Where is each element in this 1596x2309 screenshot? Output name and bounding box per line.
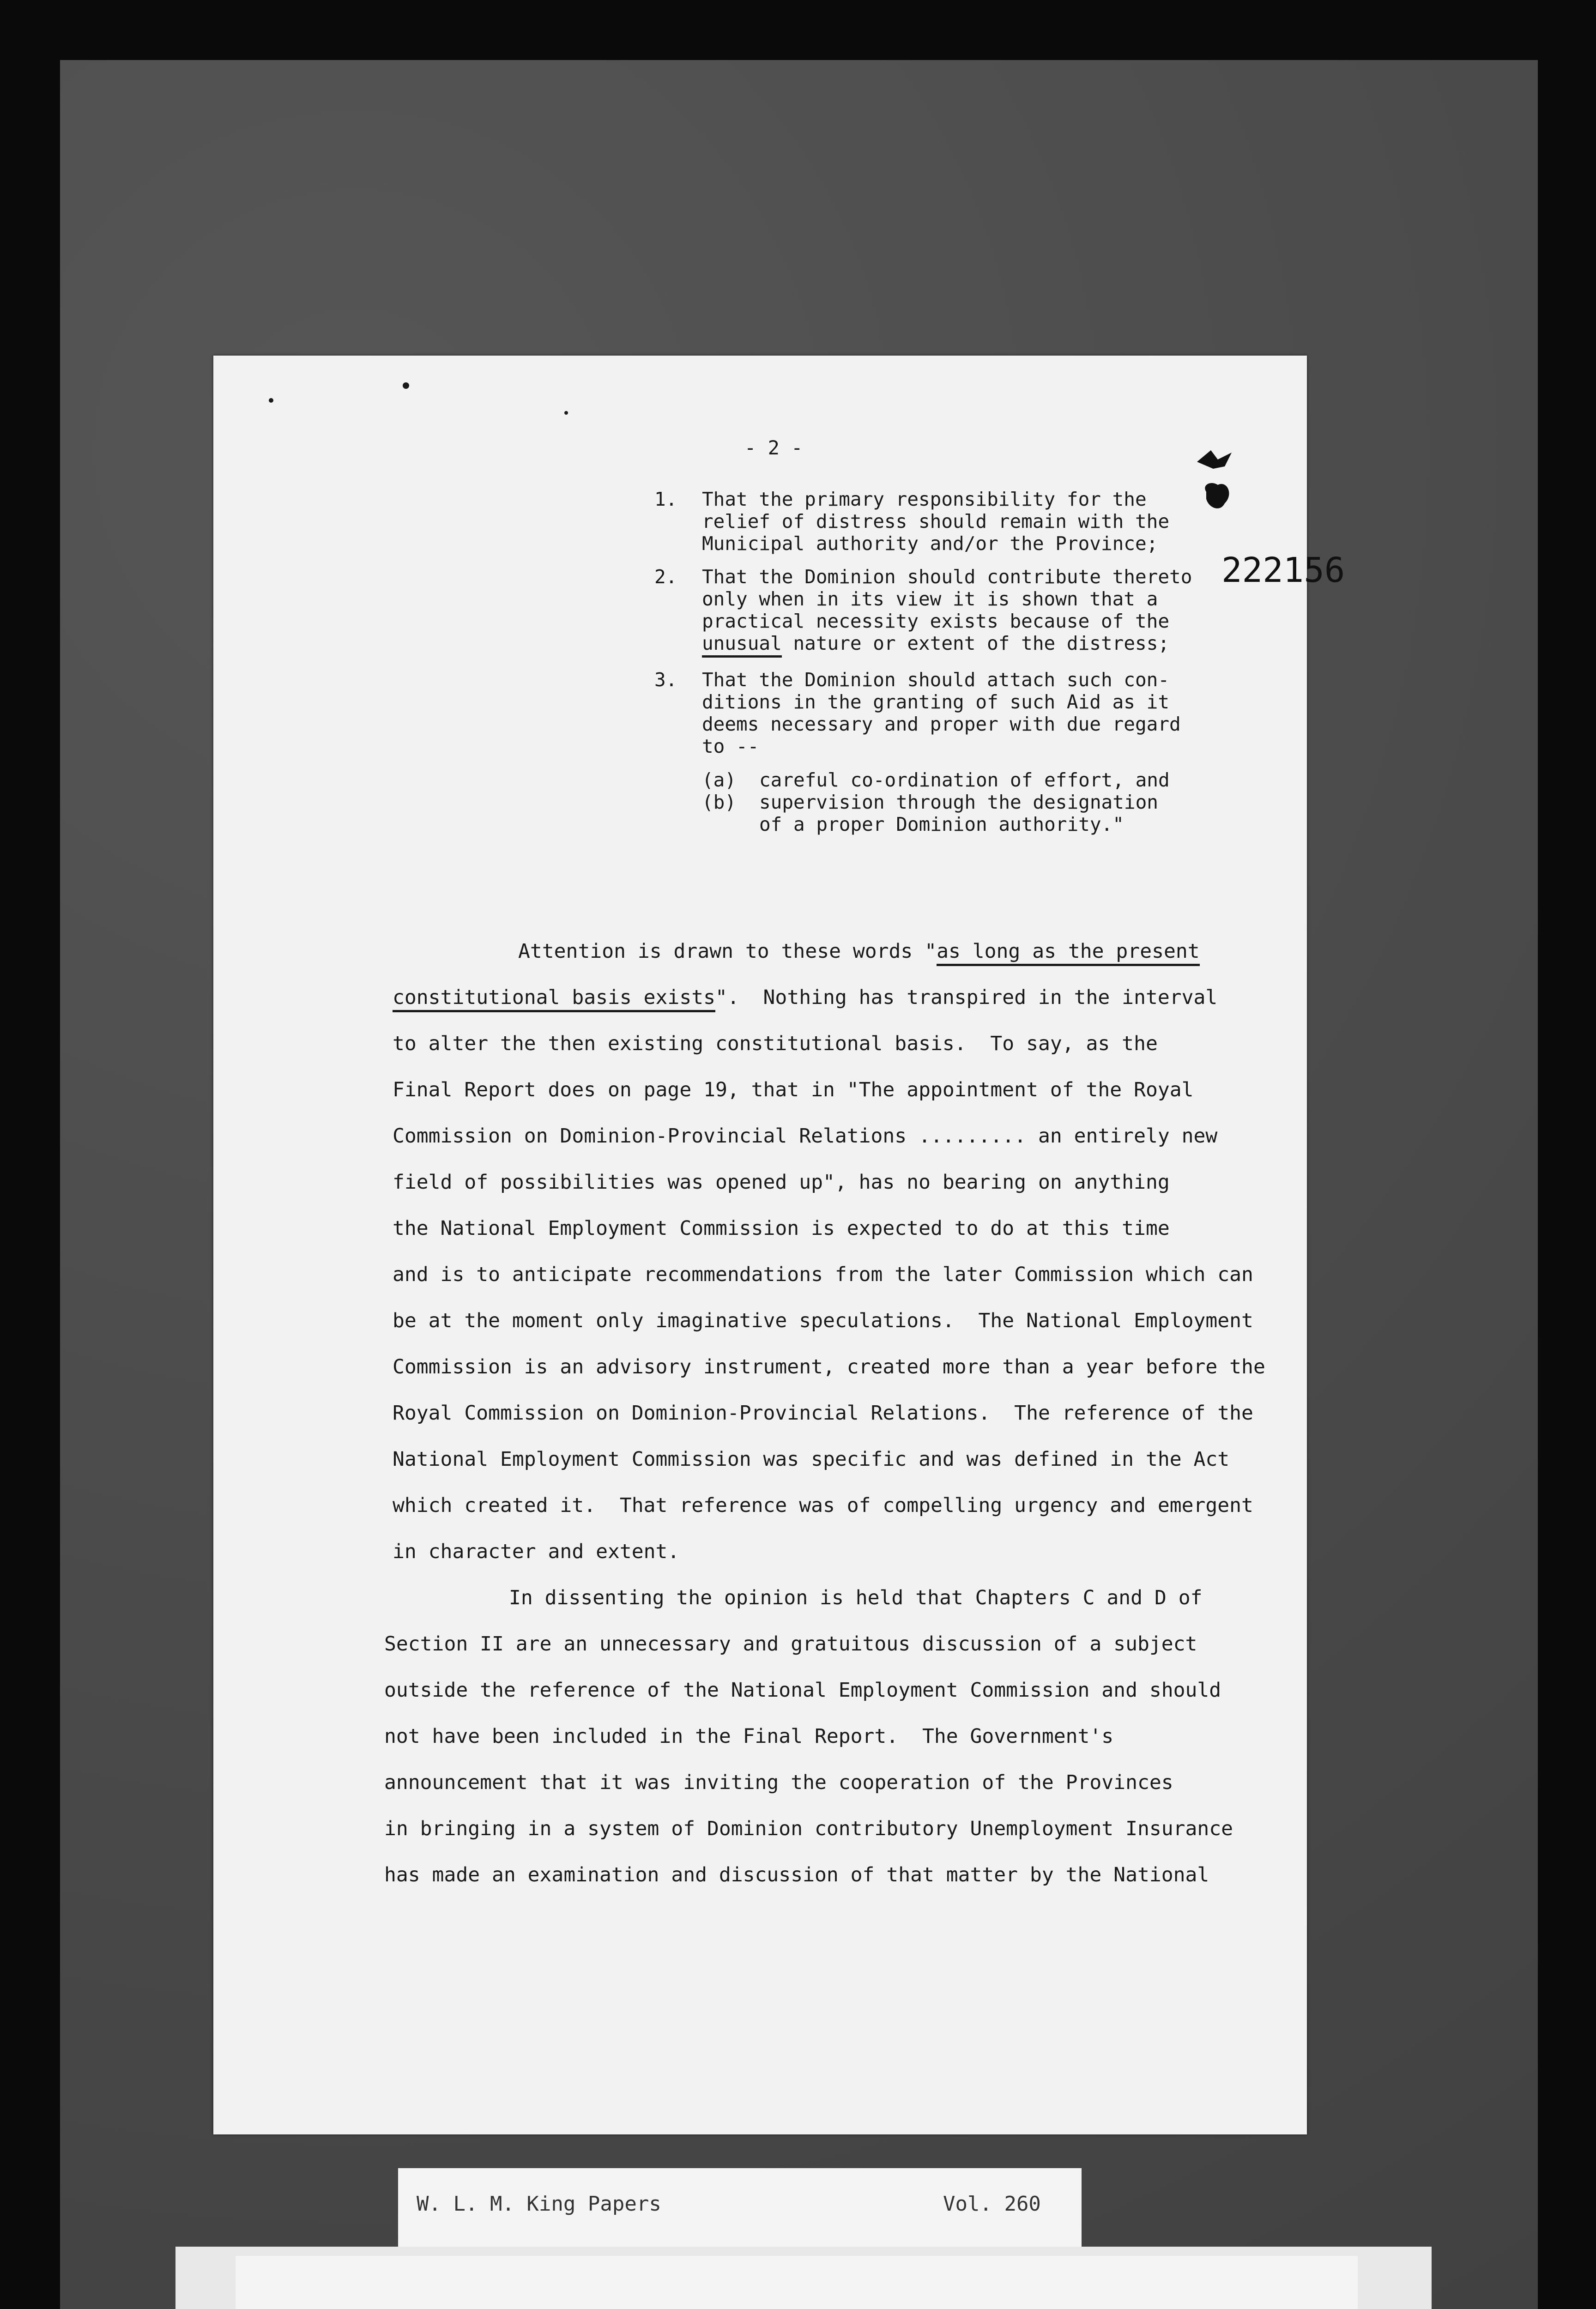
ink-stamp-mark: [1192, 448, 1239, 522]
list-line: to --: [702, 735, 759, 757]
volume-number: Vol. 260: [943, 2192, 1041, 2216]
sub-line: supervision through the designation: [759, 791, 1158, 813]
page-number: - 2 -: [744, 436, 803, 459]
list-line: deems necessary and proper with due regard: [702, 713, 1181, 735]
list-line-rest: nature or extent of the distress;: [781, 632, 1170, 654]
list-number: 3.: [654, 669, 677, 691]
underlined-word: unusual: [702, 632, 782, 658]
paragraph-line: field of possibilities was opened up", has no bearing on anything: [393, 1171, 1170, 1194]
paragraph-line: [393, 986, 1217, 1009]
paragraph-line: Commission is an advisory instrument, created more than a year before the: [393, 1355, 1265, 1378]
list-line: relief of distress should remain with the: [702, 510, 1170, 532]
sub-line: of a proper Dominion authority.": [759, 813, 1124, 835]
underlined-phrase: constitutional basis exists: [393, 986, 715, 1012]
collection-label-strip: [398, 2168, 1082, 2247]
speck: [269, 398, 273, 403]
document-number-stamp: 222156: [1221, 550, 1345, 590]
list-number: 2.: [654, 566, 677, 588]
paragraph-line: be at the moment only imaginative speculations. The National Employment: [393, 1309, 1253, 1332]
list-line: practical necessity exists because of the: [702, 610, 1170, 632]
paragraph-line: Commission on Dominion-Provincial Relations ......... an entirely new: [393, 1124, 1218, 1148]
list-line: That the Dominion should contribute thereto: [702, 566, 1192, 588]
list-line: [702, 632, 1169, 654]
paragraph-line: [518, 940, 1200, 963]
list-line: That the Dominion should attach such con-: [702, 669, 1170, 691]
document-page: [213, 356, 1307, 2134]
paragraph-line: announcement that it was inviting the cooperation of the Provinces: [384, 1771, 1173, 1794]
underlined-phrase: as long as the present: [937, 940, 1200, 966]
paragraph-line: to alter the then existing constitutional basis. To say, as the: [393, 1032, 1158, 1055]
list-line: Municipal authority and/or the Province;: [702, 532, 1158, 555]
sub-line: careful co-ordination of effort, and: [759, 769, 1170, 791]
text-run: Attention is drawn to these words ": [518, 940, 937, 963]
list-line: ditions in the granting of such Aid as it: [702, 691, 1170, 713]
paragraph-line: outside the reference of the National Employment Commission and should: [384, 1679, 1221, 1702]
sub-letter: (b): [702, 791, 737, 813]
list-line: only when in its view it is shown that a: [702, 588, 1158, 610]
text-run: ". Nothing has transpired in the interval: [715, 986, 1218, 1009]
paragraph-line: Royal Commission on Dominion-Provincial Relations. The reference of the: [393, 1402, 1253, 1425]
paragraph-line: which created it. That reference was of compelling urgency and emergent: [393, 1494, 1253, 1517]
list-line: That the primary responsibility for the: [702, 488, 1147, 510]
sub-letter: (a): [702, 769, 737, 791]
paragraph-line: and is to anticipate recommendations from the later Commission which can: [393, 1263, 1253, 1286]
collection-name: W. L. M. King Papers: [417, 2192, 661, 2216]
paragraph-line: has made an examination and discussion of that matter by the National: [384, 1863, 1209, 1886]
list-number: 1.: [654, 488, 677, 510]
paragraph-line: Final Report does on page 19, that in "The appointment of the Royal: [393, 1078, 1194, 1101]
paragraph-line: National Employment Commission was specific and was defined in the Act: [393, 1448, 1230, 1471]
paragraph-line: in bringing in a system of Dominion contributory Unemployment Insurance: [384, 1817, 1233, 1840]
speck: [564, 411, 568, 415]
speck: [403, 382, 409, 389]
archives-card: [175, 2247, 1432, 2309]
paragraph-line: the National Employment Commission is expected to do at this time: [393, 1217, 1170, 1240]
paragraph-line: Section II are an unnecessary and gratuitous discussion of a subject: [384, 1632, 1197, 1656]
paragraph-line: In dissenting the opinion is held that Chapters C and D of: [509, 1586, 1203, 1609]
paragraph-line: not have been included in the Final Report. The Government's: [384, 1725, 1114, 1748]
paragraph-line: in character and extent.: [393, 1540, 680, 1563]
archives-card-inner: [236, 2256, 1358, 2309]
